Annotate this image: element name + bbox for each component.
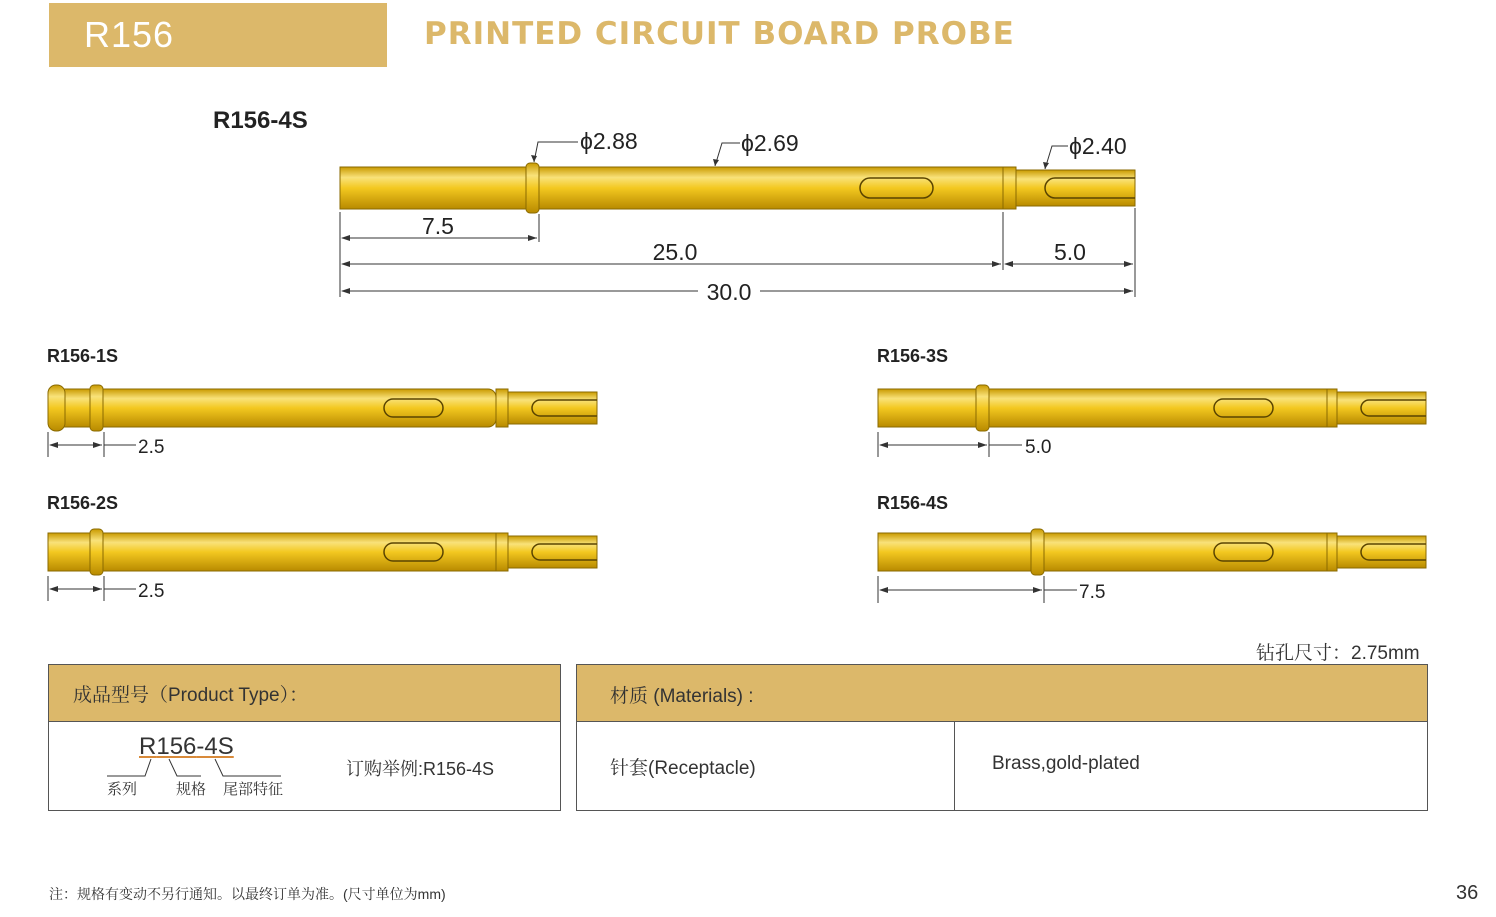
variant-label: R156-4S (877, 493, 949, 513)
diameter-label: ϕ2.40 (1069, 133, 1127, 159)
page-number: 36 (1456, 882, 1479, 904)
variant-label: R156-2S (47, 493, 119, 513)
product-type-table (48, 664, 561, 811)
footnote: 注：规格有变动不另行通知。以最终订单为准。(尺寸单位为mm) (49, 886, 446, 902)
main-probe-model: R156-4S (213, 107, 308, 134)
materials-table (576, 664, 1428, 811)
dimension-label: 25.0 (652, 239, 698, 265)
dimension-label: 2.5 (138, 581, 165, 602)
dimension-label: 7.5 (1079, 582, 1106, 603)
label-spec: 规格 (176, 781, 207, 798)
main-probe (340, 128, 1135, 305)
variant-probe-2s (48, 529, 597, 602)
variant-probe-4s (878, 529, 1426, 603)
label-tail: 尾部特征 (223, 781, 284, 798)
label-series: 系列 (107, 781, 138, 798)
code-spec: 156 (156, 733, 197, 760)
materials-header (577, 665, 1427, 722)
variant-label: R156-1S (47, 346, 119, 366)
dimension-label: 2.5 (138, 437, 165, 458)
variant-label: R156-3S (877, 346, 949, 366)
dimension-label: 7.5 (422, 213, 454, 239)
diameter-label: ϕ2.88 (580, 128, 638, 154)
product-type-title: 成品型号（Product Type）： (73, 685, 309, 706)
variant-probe-3s (878, 385, 1426, 458)
page-title: PRINTED CIRCUIT BOARD PROBE (424, 16, 1015, 52)
material-value: Brass,gold-plated (992, 753, 1140, 774)
dimension-label: 30.0 (706, 279, 752, 305)
dimension-label: 5.0 (1025, 437, 1052, 458)
code-tail: -4S (196, 733, 234, 760)
drill-size: 钻孔尺寸：2.75mm (1256, 643, 1420, 664)
diameter-label: ϕ2.69 (741, 130, 799, 156)
column-divider (954, 721, 955, 810)
dimension-label: 5.0 (1054, 239, 1086, 265)
order-example: 订购举例:R156-4S (346, 759, 495, 779)
variant-probe-1s (48, 385, 597, 458)
materials-title: 材质 (Materials) : (610, 686, 754, 707)
series-code: R156 (84, 14, 175, 55)
code-series: R (139, 733, 157, 760)
material-part: 针套(Receptacle) (610, 758, 756, 779)
